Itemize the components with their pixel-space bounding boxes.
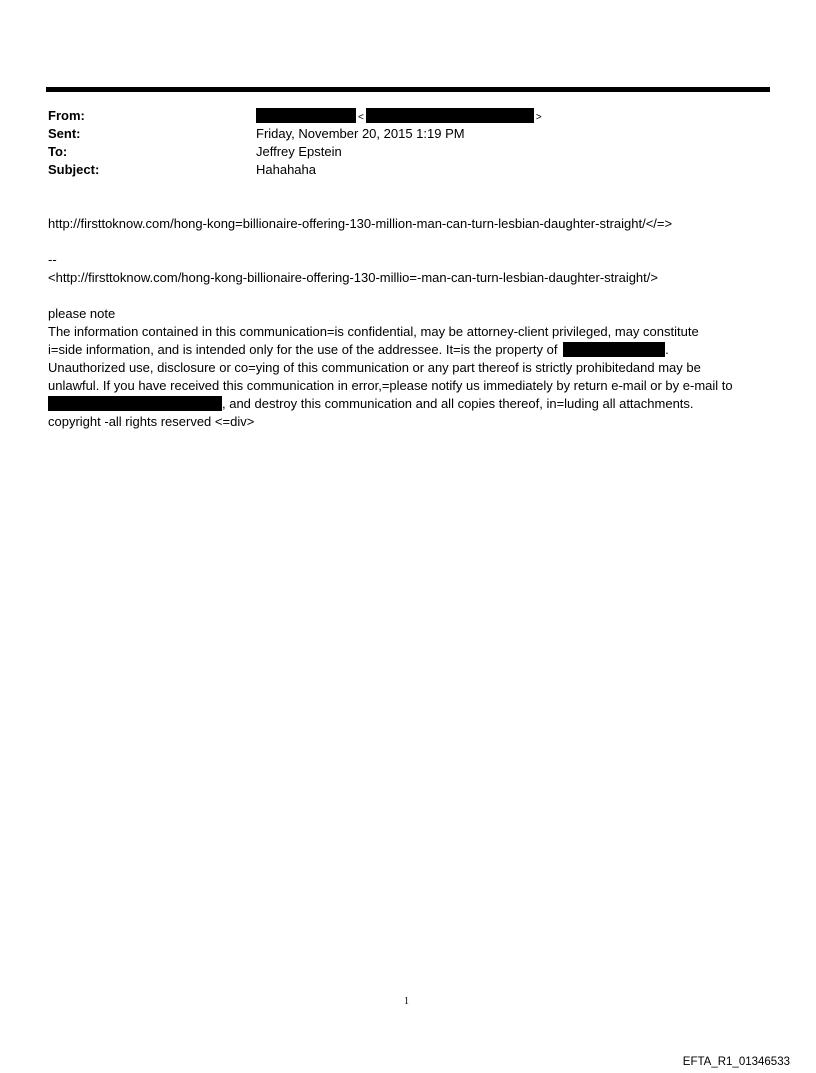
link-line-1: http://firsttoknow.com/hong-kong=billionaire-offering-130-million-man-can-turn-lesbian-daughter-straight/</=> [48, 216, 673, 231]
link-line-2: <http://firsttoknow.com/hong-kong-billionaire-offering-130-millio=-man-can-turn-lesbian-daughter-straight/> [48, 270, 658, 285]
sent-label: Sent: [48, 126, 81, 141]
disclaimer-text: . [665, 342, 669, 357]
sent-value: Friday, November 20, 2015 1:19 PM [256, 126, 465, 141]
disclaimer-line: Unauthorized use, disclosure or co=ying of this communication or any part thereof is strictly prohibitedand may be [48, 360, 701, 375]
redaction-block [256, 108, 356, 123]
redaction-block [563, 342, 665, 357]
disclaimer-line: unlawful. If you have received this communication in error,=please notify us immediately by return e-mail or by e-mail to [48, 378, 733, 393]
to-row [48, 143, 748, 161]
email-header [48, 107, 748, 179]
from-label: From: [48, 108, 85, 123]
from-open-bracket: < [358, 112, 364, 123]
separator-line: -- [48, 252, 57, 267]
redaction-block [48, 396, 222, 411]
from-value [256, 107, 544, 127]
from-row [48, 107, 748, 125]
subject-label: Subject: [48, 162, 100, 177]
disclaimer-text: i=side information, and is intended only for the use of the addressee. It=is the property of [48, 342, 558, 357]
disclaimer-line [48, 341, 778, 359]
bates-number: EFTA_R1_01346533 [682, 1056, 790, 1068]
subject-value: Hahahaha [256, 162, 316, 177]
from-close-bracket: > [535, 112, 542, 123]
email-body [48, 215, 778, 431]
copyright-line: copyright -all rights reserved <=div> [48, 414, 255, 429]
disclaimer-text: , and destroy this communication and all copies thereof, in=luding all attachments. [222, 396, 694, 411]
note-heading: please note [48, 306, 116, 321]
subject-row [48, 161, 748, 179]
to-label: To: [48, 144, 68, 159]
disclaimer-line [48, 395, 778, 413]
page-number: 1 [404, 996, 409, 1007]
redaction-block [366, 108, 534, 123]
header-rule [46, 87, 770, 92]
disclaimer-line: The information contained in this communication=is confidential, may be attorney-client privileged, may constitute [48, 324, 699, 339]
sent-row [48, 125, 748, 143]
to-value: Jeffrey Epstein [256, 144, 342, 159]
